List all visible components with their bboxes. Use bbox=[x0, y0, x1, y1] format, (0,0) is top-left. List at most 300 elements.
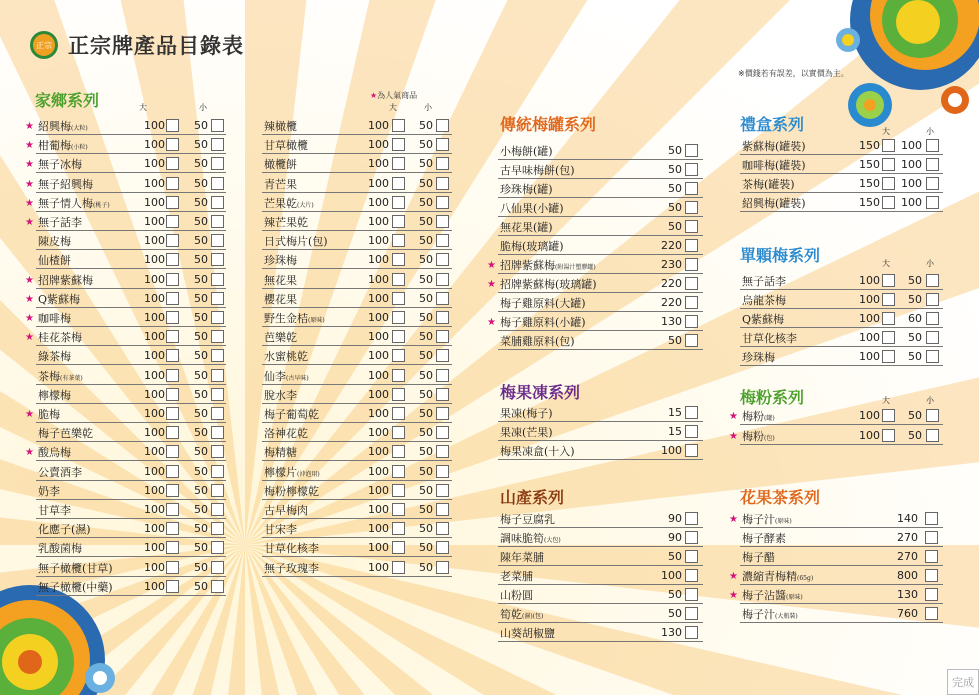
product-row bbox=[498, 217, 703, 236]
product-name-text: 柑葡梅 bbox=[38, 139, 71, 152]
product-name-text: 菜脯雞原料(包) bbox=[500, 335, 575, 348]
order-checkbox[interactable] bbox=[926, 158, 939, 171]
order-checkbox[interactable] bbox=[436, 388, 449, 401]
price-big: 100 bbox=[144, 196, 165, 209]
order-checkbox[interactable] bbox=[392, 484, 405, 497]
product-note: (原味) bbox=[308, 317, 325, 324]
product-name-text: Q紫蘇梅 bbox=[38, 293, 81, 306]
order-checkbox[interactable] bbox=[436, 426, 449, 439]
product-row bbox=[262, 538, 452, 557]
price-big: 100 bbox=[368, 541, 389, 554]
product-row bbox=[36, 538, 226, 557]
price-big: 100 bbox=[144, 311, 165, 324]
product-name-text: 脫水李 bbox=[264, 389, 297, 402]
order-checkbox[interactable] bbox=[211, 561, 224, 574]
order-checkbox[interactable] bbox=[211, 273, 224, 286]
price-small: 50 bbox=[194, 349, 208, 362]
product-name-text: 珍珠梅 bbox=[264, 254, 297, 267]
product-name bbox=[262, 387, 297, 403]
product-row bbox=[36, 423, 226, 442]
product-name bbox=[36, 310, 71, 326]
order-checkbox[interactable] bbox=[166, 561, 179, 574]
product-row bbox=[262, 116, 452, 135]
product-note: (沖泡用) bbox=[297, 471, 320, 478]
order-checkbox[interactable] bbox=[685, 277, 698, 290]
order-checkbox[interactable] bbox=[211, 426, 224, 439]
order-checkbox[interactable] bbox=[392, 196, 405, 209]
price-price: 220 bbox=[661, 239, 682, 252]
size-header-big: 大 bbox=[882, 127, 890, 136]
order-checkbox[interactable] bbox=[392, 388, 405, 401]
order-checkbox[interactable] bbox=[392, 273, 405, 286]
product-name-text: 梅粉檸檬乾 bbox=[264, 485, 319, 498]
product-row bbox=[36, 250, 226, 269]
product-name-text: 甘草橄欖 bbox=[264, 139, 308, 152]
product-row bbox=[262, 154, 452, 173]
order-checkbox[interactable] bbox=[685, 512, 698, 525]
order-checkbox[interactable] bbox=[436, 541, 449, 554]
order-checkbox[interactable] bbox=[166, 349, 179, 362]
order-checkbox[interactable] bbox=[392, 407, 405, 420]
order-checkbox[interactable] bbox=[685, 258, 698, 271]
order-checkbox[interactable] bbox=[392, 369, 405, 382]
order-checkbox[interactable] bbox=[211, 522, 224, 535]
price-price: 15 bbox=[668, 406, 682, 419]
order-checkbox[interactable] bbox=[685, 315, 698, 328]
price-small: 50 bbox=[194, 311, 208, 324]
order-checkbox[interactable] bbox=[211, 157, 224, 170]
price-small: 50 bbox=[194, 426, 208, 439]
product-row bbox=[262, 442, 452, 461]
price-small: 100 bbox=[901, 196, 922, 209]
order-checkbox[interactable] bbox=[166, 388, 179, 401]
order-checkbox[interactable] bbox=[166, 311, 179, 324]
price-note: ※價錢若有誤差，以實價為主。 bbox=[738, 69, 849, 78]
order-checkbox[interactable] bbox=[925, 550, 938, 563]
product-name-text: 山葵胡椒鹽 bbox=[500, 627, 555, 640]
catalog-header bbox=[30, 30, 244, 60]
order-checkbox[interactable] bbox=[392, 215, 405, 228]
product-name-text: 老菜脯 bbox=[500, 570, 533, 583]
order-checkbox[interactable] bbox=[436, 196, 449, 209]
order-checkbox[interactable] bbox=[436, 311, 449, 324]
order-checkbox[interactable] bbox=[166, 369, 179, 382]
order-checkbox[interactable] bbox=[392, 177, 405, 190]
order-checkbox[interactable] bbox=[166, 138, 179, 151]
product-row bbox=[262, 231, 452, 250]
product-name bbox=[262, 348, 308, 364]
done-button[interactable]: 完成 bbox=[947, 669, 979, 695]
order-checkbox[interactable] bbox=[685, 569, 698, 582]
star-icon: ★ bbox=[729, 431, 738, 442]
order-checkbox[interactable] bbox=[211, 484, 224, 497]
product-name-text: 洛神花乾 bbox=[264, 427, 308, 440]
product-name bbox=[36, 272, 93, 288]
price-small: 50 bbox=[908, 429, 922, 442]
price-big: 100 bbox=[144, 426, 165, 439]
order-checkbox[interactable] bbox=[392, 157, 405, 170]
order-checkbox[interactable] bbox=[926, 429, 939, 442]
order-checkbox[interactable] bbox=[211, 349, 224, 362]
order-checkbox[interactable] bbox=[925, 569, 938, 582]
order-checkbox[interactable] bbox=[436, 445, 449, 458]
product-name bbox=[36, 252, 71, 268]
order-checkbox[interactable] bbox=[211, 196, 224, 209]
price-big: 100 bbox=[144, 445, 165, 458]
price-price: 50 bbox=[668, 588, 682, 601]
order-checkbox[interactable] bbox=[685, 144, 698, 157]
product-name-text: 辣芒果乾 bbox=[264, 216, 308, 229]
order-checkbox[interactable] bbox=[685, 182, 698, 195]
price-big: 100 bbox=[144, 292, 165, 305]
price-small: 50 bbox=[419, 138, 433, 151]
product-row bbox=[498, 331, 703, 350]
order-checkbox[interactable] bbox=[685, 588, 698, 601]
order-checkbox[interactable] bbox=[436, 138, 449, 151]
order-checkbox[interactable] bbox=[926, 409, 939, 422]
price-big: 100 bbox=[368, 157, 389, 170]
order-checkbox[interactable] bbox=[211, 215, 224, 228]
product-row bbox=[36, 231, 226, 250]
product-row bbox=[498, 441, 703, 460]
order-checkbox[interactable] bbox=[211, 388, 224, 401]
order-checkbox[interactable] bbox=[211, 119, 224, 132]
order-checkbox[interactable] bbox=[392, 522, 405, 535]
product-row bbox=[262, 462, 452, 481]
product-row bbox=[262, 250, 452, 269]
order-checkbox[interactable] bbox=[392, 253, 405, 266]
order-checkbox[interactable] bbox=[392, 465, 405, 478]
product-row bbox=[36, 519, 226, 538]
product-name bbox=[498, 405, 553, 421]
price-big: 100 bbox=[368, 465, 389, 478]
price-price: 270 bbox=[897, 531, 918, 544]
product-name bbox=[262, 540, 319, 556]
product-name-text: 水蜜桃乾 bbox=[264, 350, 308, 363]
product-name bbox=[262, 214, 308, 230]
product-name bbox=[498, 424, 553, 440]
order-checkbox[interactable] bbox=[166, 119, 179, 132]
product-name bbox=[498, 257, 596, 273]
product-name bbox=[498, 333, 575, 349]
order-checkbox[interactable] bbox=[211, 253, 224, 266]
order-checkbox[interactable] bbox=[436, 273, 449, 286]
brand-logo: 正宗 bbox=[30, 31, 58, 59]
price-big: 100 bbox=[144, 157, 165, 170]
order-checkbox[interactable] bbox=[392, 349, 405, 362]
order-checkbox[interactable] bbox=[436, 407, 449, 420]
product-row bbox=[262, 366, 452, 385]
order-checkbox[interactable] bbox=[436, 157, 449, 170]
order-checkbox[interactable] bbox=[166, 215, 179, 228]
order-checkbox[interactable] bbox=[926, 274, 939, 287]
product-name-text: 脆梅 bbox=[38, 408, 60, 421]
product-name bbox=[498, 625, 555, 641]
order-checkbox[interactable] bbox=[211, 503, 224, 516]
price-small: 50 bbox=[194, 234, 208, 247]
price-price: 50 bbox=[668, 334, 682, 347]
order-checkbox[interactable] bbox=[436, 215, 449, 228]
product-name-text: 酸烏梅 bbox=[38, 446, 71, 459]
order-checkbox[interactable] bbox=[685, 425, 698, 438]
product-name bbox=[740, 408, 775, 424]
section-title: 山產系列 bbox=[500, 488, 565, 507]
order-checkbox[interactable] bbox=[436, 503, 449, 516]
price-price: 50 bbox=[668, 144, 682, 157]
order-checkbox[interactable] bbox=[392, 426, 405, 439]
star-icon: ★ bbox=[25, 159, 34, 170]
product-name-text: 芭樂乾 bbox=[264, 331, 297, 344]
section-title: 單顆梅系列 bbox=[740, 246, 821, 265]
price-big: 100 bbox=[368, 330, 389, 343]
order-checkbox[interactable] bbox=[436, 465, 449, 478]
order-checkbox[interactable] bbox=[392, 541, 405, 554]
product-row bbox=[498, 422, 703, 441]
product-name bbox=[740, 428, 775, 444]
order-checkbox[interactable] bbox=[166, 407, 179, 420]
product-name bbox=[262, 310, 325, 326]
order-checkbox[interactable] bbox=[166, 273, 179, 286]
price-price: 220 bbox=[661, 277, 682, 290]
product-name bbox=[36, 444, 71, 460]
order-checkbox[interactable] bbox=[685, 163, 698, 176]
product-name bbox=[262, 406, 319, 422]
product-note: (包) bbox=[764, 435, 775, 442]
product-name-text: 紹興梅(罐裝) bbox=[742, 197, 806, 210]
product-name-text: 招牌紫蘇梅(玻璃罐) bbox=[500, 278, 597, 291]
order-checkbox[interactable] bbox=[436, 522, 449, 535]
price-price: 800 bbox=[897, 569, 918, 582]
order-checkbox[interactable] bbox=[392, 292, 405, 305]
order-checkbox[interactable] bbox=[436, 234, 449, 247]
product-name-text: 無子情人梅 bbox=[38, 197, 93, 210]
product-name bbox=[36, 214, 82, 230]
product-row bbox=[729, 426, 943, 445]
order-checkbox[interactable] bbox=[925, 588, 938, 601]
price-small: 50 bbox=[908, 293, 922, 306]
product-name bbox=[498, 181, 553, 197]
product-name bbox=[498, 443, 575, 459]
order-checkbox[interactable] bbox=[211, 234, 224, 247]
section-title: 梅果凍系列 bbox=[500, 383, 581, 402]
price-small: 50 bbox=[194, 445, 208, 458]
product-row bbox=[262, 289, 452, 308]
product-row bbox=[740, 347, 943, 366]
order-checkbox[interactable] bbox=[166, 426, 179, 439]
order-checkbox[interactable] bbox=[392, 138, 405, 151]
price-big: 100 bbox=[368, 369, 389, 382]
product-name-text: 果凍(芒果) bbox=[500, 426, 553, 439]
order-checkbox[interactable] bbox=[436, 119, 449, 132]
order-checkbox[interactable] bbox=[166, 177, 179, 190]
product-name-text: 梅子酵素 bbox=[742, 532, 786, 545]
product-name bbox=[498, 162, 575, 178]
product-row bbox=[36, 346, 226, 365]
order-checkbox[interactable] bbox=[685, 550, 698, 563]
product-name bbox=[262, 137, 308, 153]
price-big: 100 bbox=[859, 409, 880, 422]
product-name bbox=[498, 587, 533, 603]
order-checkbox[interactable] bbox=[166, 253, 179, 266]
product-name bbox=[740, 138, 806, 154]
order-checkbox[interactable] bbox=[436, 349, 449, 362]
size-header-small: 小 bbox=[926, 127, 934, 136]
order-checkbox[interactable] bbox=[166, 580, 179, 593]
order-checkbox[interactable] bbox=[166, 503, 179, 516]
order-checkbox[interactable] bbox=[211, 580, 224, 593]
order-checkbox[interactable] bbox=[211, 465, 224, 478]
price-small: 50 bbox=[194, 253, 208, 266]
order-checkbox[interactable] bbox=[166, 465, 179, 478]
product-row bbox=[729, 509, 943, 528]
product-row bbox=[25, 308, 226, 327]
price-small: 50 bbox=[419, 407, 433, 420]
size-header-big: 大 bbox=[139, 103, 147, 112]
order-checkbox[interactable] bbox=[166, 196, 179, 209]
order-checkbox[interactable] bbox=[392, 503, 405, 516]
order-checkbox[interactable] bbox=[211, 311, 224, 324]
order-checkbox[interactable] bbox=[392, 561, 405, 574]
price-small: 50 bbox=[419, 426, 433, 439]
order-checkbox[interactable] bbox=[211, 445, 224, 458]
product-note: (大包) bbox=[544, 537, 561, 544]
product-name bbox=[498, 530, 561, 546]
product-name bbox=[36, 425, 93, 441]
price-small: 50 bbox=[419, 561, 433, 574]
order-checkbox[interactable] bbox=[211, 138, 224, 151]
price-small: 50 bbox=[419, 157, 433, 170]
price-small: 50 bbox=[419, 234, 433, 247]
product-row bbox=[498, 160, 703, 179]
price-small: 50 bbox=[419, 196, 433, 209]
order-checkbox[interactable] bbox=[392, 234, 405, 247]
order-checkbox[interactable] bbox=[392, 311, 405, 324]
order-checkbox[interactable] bbox=[436, 561, 449, 574]
order-checkbox[interactable] bbox=[436, 330, 449, 343]
order-checkbox[interactable] bbox=[926, 293, 939, 306]
order-checkbox[interactable] bbox=[685, 220, 698, 233]
order-checkbox[interactable] bbox=[436, 253, 449, 266]
product-row bbox=[25, 289, 226, 308]
product-name-text: 無花果(罐) bbox=[500, 221, 553, 234]
order-checkbox[interactable] bbox=[211, 177, 224, 190]
product-row bbox=[25, 404, 226, 423]
order-checkbox[interactable] bbox=[211, 369, 224, 382]
product-name-text: 甘草李 bbox=[38, 504, 71, 517]
product-name-text: Q紫蘇梅 bbox=[742, 313, 785, 326]
size-header-big: 大 bbox=[389, 103, 397, 112]
order-checkbox[interactable] bbox=[166, 522, 179, 535]
product-name-text: 無子冰梅 bbox=[38, 158, 82, 171]
price-big: 100 bbox=[144, 253, 165, 266]
price-big: 100 bbox=[368, 503, 389, 516]
star-icon: ★ bbox=[729, 590, 738, 601]
order-checkbox[interactable] bbox=[166, 330, 179, 343]
order-checkbox[interactable] bbox=[166, 157, 179, 170]
order-checkbox[interactable] bbox=[926, 331, 939, 344]
product-row bbox=[25, 154, 226, 173]
order-checkbox[interactable] bbox=[436, 484, 449, 497]
product-name-text: 日式梅片(包) bbox=[264, 235, 328, 248]
order-checkbox[interactable] bbox=[392, 119, 405, 132]
order-checkbox[interactable] bbox=[166, 484, 179, 497]
order-checkbox[interactable] bbox=[392, 330, 405, 343]
product-name bbox=[36, 348, 71, 364]
product-row bbox=[262, 558, 452, 577]
order-checkbox[interactable] bbox=[685, 444, 698, 457]
product-name-text: 咖啡梅(罐裝) bbox=[742, 159, 806, 172]
price-price: 90 bbox=[668, 531, 682, 544]
order-checkbox[interactable] bbox=[925, 607, 938, 620]
order-checkbox[interactable] bbox=[926, 350, 939, 363]
order-checkbox[interactable] bbox=[211, 330, 224, 343]
order-checkbox[interactable] bbox=[166, 292, 179, 305]
order-checkbox[interactable] bbox=[685, 239, 698, 252]
product-name-text: 公賣酒李 bbox=[38, 466, 82, 479]
order-checkbox[interactable] bbox=[685, 334, 698, 347]
price-big: 100 bbox=[144, 138, 165, 151]
order-checkbox[interactable] bbox=[926, 139, 939, 152]
order-checkbox[interactable] bbox=[685, 296, 698, 309]
price-price: 50 bbox=[668, 607, 682, 620]
product-row bbox=[36, 558, 226, 577]
product-row bbox=[25, 270, 226, 289]
price-price: 100 bbox=[661, 444, 682, 457]
product-note: (小粒) bbox=[71, 144, 88, 151]
order-checkbox[interactable] bbox=[685, 607, 698, 620]
order-checkbox[interactable] bbox=[211, 541, 224, 554]
size-header-big: 大 bbox=[882, 259, 890, 268]
order-checkbox[interactable] bbox=[436, 292, 449, 305]
product-row bbox=[740, 328, 943, 347]
order-checkbox[interactable] bbox=[925, 531, 938, 544]
product-name-text: 甘草化核李 bbox=[742, 332, 797, 345]
product-name-text: 梅果凍盒(十入) bbox=[500, 445, 575, 458]
order-checkbox[interactable] bbox=[926, 196, 939, 209]
order-checkbox[interactable] bbox=[392, 445, 405, 458]
order-checkbox[interactable] bbox=[685, 626, 698, 639]
order-checkbox[interactable] bbox=[211, 407, 224, 420]
price-small: 50 bbox=[194, 465, 208, 478]
order-checkbox[interactable] bbox=[211, 292, 224, 305]
order-checkbox[interactable] bbox=[166, 234, 179, 247]
price-small: 50 bbox=[194, 215, 208, 228]
star-icon: ★ bbox=[25, 313, 34, 324]
product-name-text: 脆梅(玻璃罐) bbox=[500, 240, 564, 253]
price-small: 50 bbox=[194, 484, 208, 497]
order-checkbox[interactable] bbox=[166, 541, 179, 554]
order-checkbox[interactable] bbox=[926, 312, 939, 325]
price-big: 100 bbox=[144, 215, 165, 228]
order-checkbox[interactable] bbox=[436, 177, 449, 190]
order-checkbox[interactable] bbox=[685, 201, 698, 214]
order-checkbox[interactable] bbox=[925, 512, 938, 525]
product-name bbox=[740, 606, 798, 622]
order-checkbox[interactable] bbox=[685, 531, 698, 544]
order-checkbox[interactable] bbox=[926, 177, 939, 190]
star-icon: ★ bbox=[729, 571, 738, 582]
order-checkbox[interactable] bbox=[685, 406, 698, 419]
order-checkbox[interactable] bbox=[436, 369, 449, 382]
price-big: 100 bbox=[144, 177, 165, 190]
price-big: 100 bbox=[859, 331, 880, 344]
price-small: 50 bbox=[419, 369, 433, 382]
product-name bbox=[36, 560, 113, 576]
product-name bbox=[36, 233, 71, 249]
product-note: (古早味) bbox=[286, 375, 309, 382]
product-name-text: 紫蘇梅(罐裝) bbox=[742, 140, 806, 153]
order-checkbox[interactable] bbox=[166, 445, 179, 458]
